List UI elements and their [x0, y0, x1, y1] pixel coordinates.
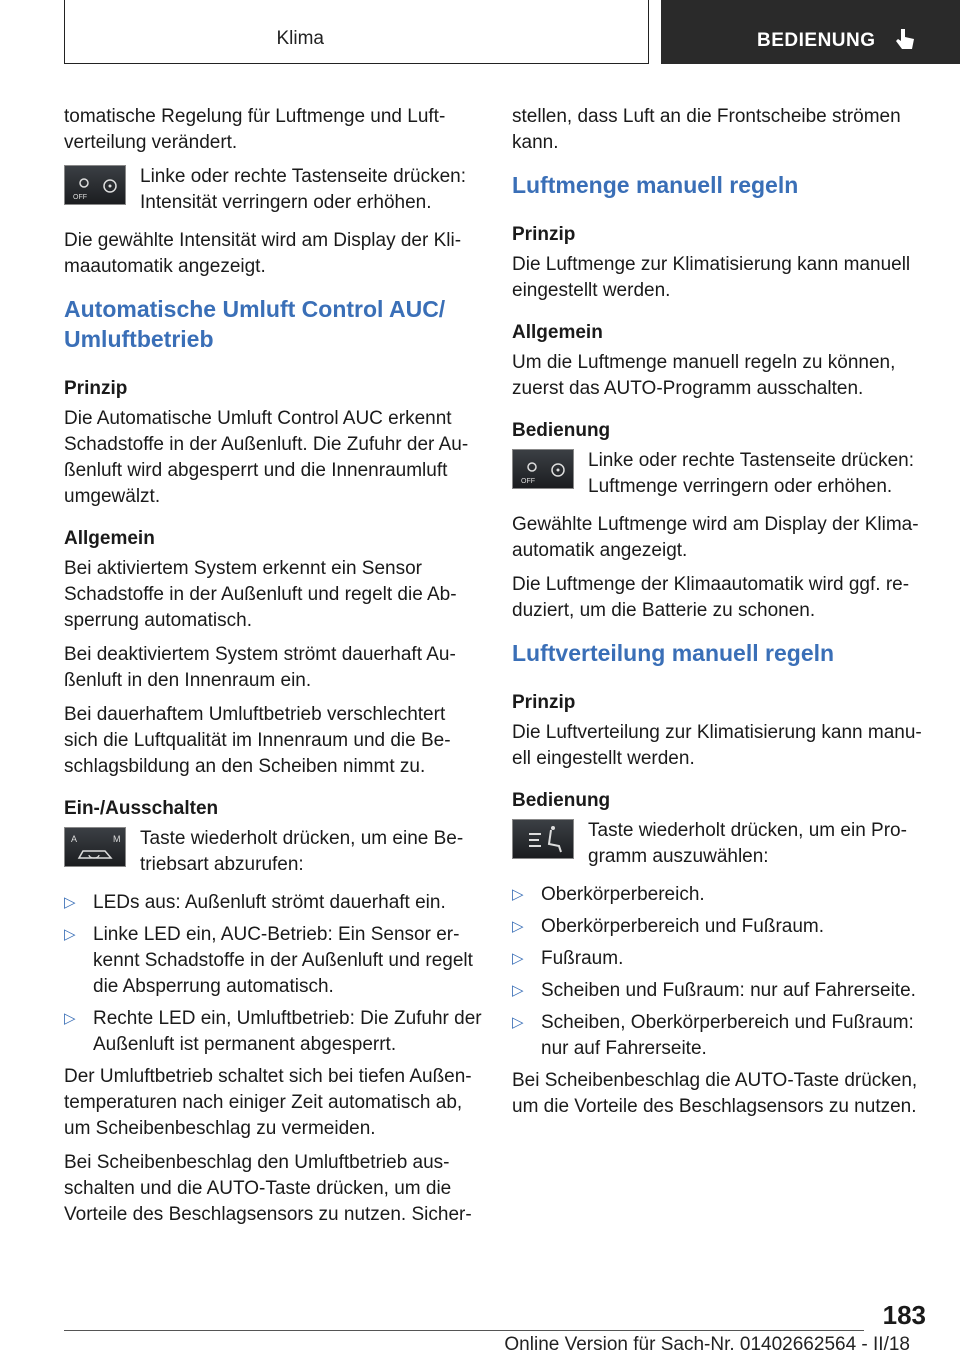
header-section-title: Klima	[276, 28, 324, 49]
paragraph: Bei deaktiviertem System strömt dauerhaft Au-ßenluft in den Innenraum ein.	[64, 644, 456, 691]
section-heading-luftverteilung: Luftverteilung manuell regeln	[512, 640, 835, 666]
air-distribution-button-instruction	[512, 818, 930, 870]
seat-airflow-icon	[513, 820, 575, 860]
manual-label: M	[113, 834, 121, 844]
right-column	[512, 104, 930, 1128]
footer-text: Online Version für Sach-Nr. 01402662564 - II/18	[504, 1334, 910, 1355]
list-item: ▷ Oberkörperbereich und Fußraum.	[512, 914, 930, 940]
triangle-bullet-icon: ▷	[64, 1010, 76, 1027]
recirculation-button-instruction	[64, 826, 482, 878]
footer-divider	[64, 1330, 864, 1331]
instruction-text: Taste wiederholt drücken, um ein Pro-gramm auszuwählen:	[588, 820, 907, 867]
paragraph: Die Luftmenge zur Klimatisierung kann manuell eingestellt werden.	[512, 254, 911, 301]
paragraph: Gewählte Luftmenge wird am Display der Klima-automatik angezeigt.	[512, 514, 919, 561]
paragraph: tomatische Regelung für Luftmenge und Luft-verteilung verändert.	[64, 106, 446, 153]
section-heading-auc: Automatische Umluft Control AUC/ Umluftbetrieb	[64, 296, 446, 352]
recirculation-button-image	[64, 827, 126, 867]
fan-button-instruction	[512, 448, 930, 500]
car-recirculation-icon	[65, 828, 127, 868]
subheading-bedienung: Bedienung	[512, 790, 611, 811]
hand-pointer-icon	[894, 27, 916, 53]
list-item: ▷ Scheiben, Oberkörperbereich und Fußraum: nur auf Fahrerseite.	[512, 1012, 914, 1059]
triangle-bullet-icon: ▷	[512, 950, 524, 967]
paragraph: Um die Luftmenge manuell regeln zu können, zuerst das AUTO-Programm ausschalten.	[512, 352, 896, 399]
auto-label: A	[71, 834, 78, 844]
paragraph: Bei Scheibenbeschlag die AUTO-Taste drücken, um die Vorteile des Beschlagsensors zu nutzen.	[512, 1070, 918, 1117]
triangle-bullet-icon: ▷	[64, 894, 76, 911]
header-chapter-title: BEDIENUNG	[757, 30, 876, 51]
air-distribution-button-image	[512, 819, 574, 859]
left-column	[64, 104, 482, 1236]
list-item: ▷ Scheiben und Fußraum: nur auf Fahrerseite.	[512, 978, 930, 1004]
fan-icon	[65, 166, 127, 206]
paragraph: stellen, dass Luft an die Frontscheibe strömen kann.	[512, 106, 901, 153]
triangle-bullet-icon: ▷	[512, 918, 524, 935]
list-item: ▷ Linke LED ein, AUC-Betrieb: Ein Sensor er-kennt Schadstoffe in der Außenluft und regelt die Absperrung automatisch.	[64, 924, 473, 997]
mode-list	[64, 890, 482, 1058]
instruction-text: Linke oder rechte Tastenseite drücken: Intensität verringern oder erhöhen.	[140, 166, 467, 213]
header-chapter-tab	[661, 0, 960, 64]
program-list	[512, 882, 930, 1062]
fan-button-image	[512, 449, 574, 489]
subheading-prinzip: Prinzip	[512, 224, 576, 245]
triangle-bullet-icon: ▷	[64, 926, 76, 943]
subheading-allgemein: Allgemein	[512, 322, 603, 343]
list-item: ▷ Rechte LED ein, Umluftbetrieb: Die Zufuhr der Außenluft ist permanent abgesperrt.	[64, 1008, 482, 1055]
paragraph: Bei dauerhaftem Umluftbetrieb verschlechtert sich die Luftqualität im Innenraum und die Be-schlagsbildung an den Scheiben nimmt zu.	[64, 704, 451, 777]
subheading-ein-ausschalten: Ein-/Ausschalten	[64, 798, 219, 819]
paragraph: Die Luftverteilung zur Klimatisierung kann manu-ell eingestellt werden.	[512, 722, 922, 769]
paragraph: Bei Scheibenbeschlag den Umluftbetrieb aus-schalten und die AUTO-Taste drücken, um die Vorteile des Beschlagsensors zu nutzen. Sicher-	[64, 1152, 472, 1225]
paragraph: Die Luftmenge der Klimaautomatik wird ggf. re-duziert, um die Batterie zu schonen.	[512, 574, 910, 621]
instruction-text: Taste wiederholt drücken, um eine Be-triebsart abzurufen:	[140, 828, 464, 875]
subheading-allgemein: Allgemein	[64, 528, 155, 549]
page-number: 183	[882, 1300, 926, 1330]
triangle-bullet-icon: ▷	[512, 982, 524, 999]
fan-button-image	[64, 165, 126, 205]
page-header	[64, 0, 960, 64]
paragraph: Bei aktiviertem System erkennt ein Sensor Schadstoffe in der Außenluft und regelt die Ab-sperrung automatisch.	[64, 558, 457, 631]
triangle-bullet-icon: ▷	[512, 886, 524, 903]
instruction-text: Linke oder rechte Tastenseite drücken: Luftmenge verringern oder erhöhen.	[588, 450, 915, 497]
fan-button-instruction	[64, 164, 482, 216]
list-item: ▷ Fußraum.	[512, 946, 930, 972]
off-label: OFF	[521, 478, 535, 485]
header-section-box	[64, 0, 649, 64]
section-heading-luftmenge: Luftmenge manuell regeln	[512, 172, 799, 198]
subheading-prinzip: Prinzip	[64, 378, 128, 399]
fan-icon	[513, 450, 575, 490]
list-item: ▷ LEDs aus: Außenluft strömt dauerhaft ein.	[64, 890, 482, 916]
paragraph: Der Umluftbetrieb schaltet sich bei tiefen Außen-temperaturen nach einiger Zeit automatisch ab, um Scheibenbeschlag zu vermeiden.	[64, 1066, 472, 1139]
list-item: ▷ Oberkörperbereich.	[512, 882, 930, 908]
subheading-prinzip: Prinzip	[512, 692, 576, 713]
paragraph: Die Automatische Umluft Control AUC erkennt Schadstoffe in der Außenluft. Die Zufuhr der Au-ßenluft wird abgesperrt und die Innenraumluft umgewälzt.	[64, 408, 469, 507]
triangle-bullet-icon: ▷	[512, 1014, 524, 1031]
off-label: OFF	[73, 194, 87, 201]
subheading-bedienung: Bedienung	[512, 420, 611, 441]
paragraph: Die gewählte Intensität wird am Display der Kli-maautomatik angezeigt.	[64, 230, 462, 277]
